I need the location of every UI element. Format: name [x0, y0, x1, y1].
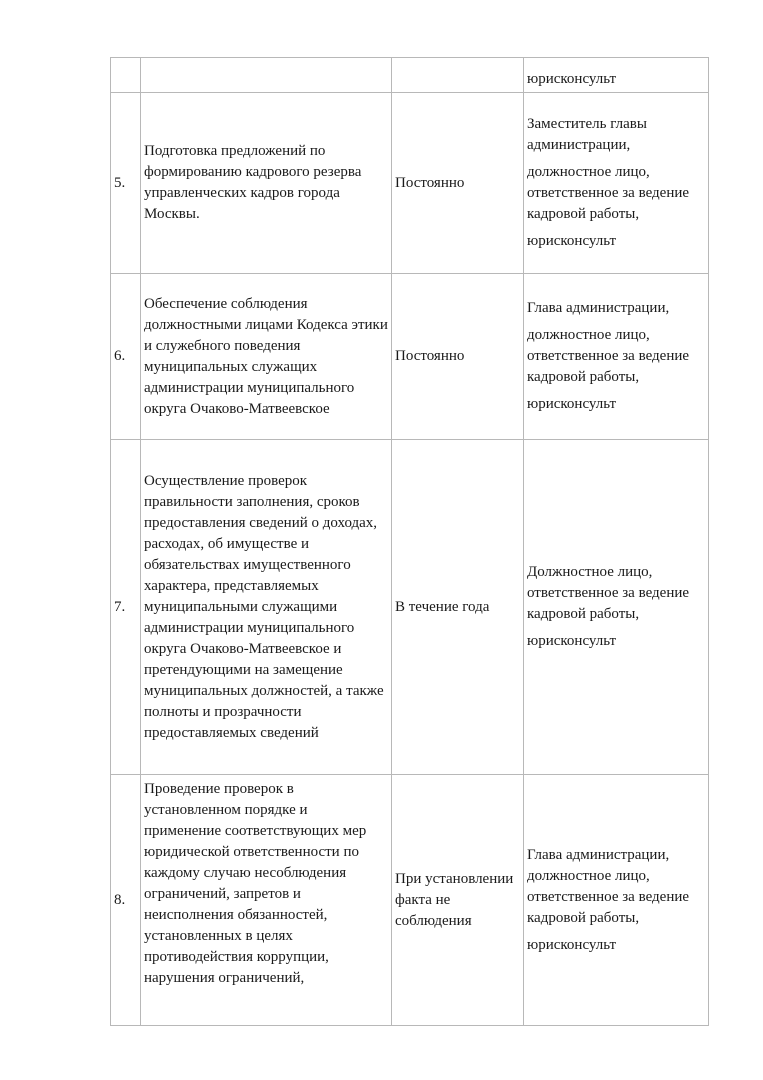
row-number: 8.: [111, 775, 141, 1026]
term-cell: В течение года: [392, 440, 524, 775]
responsible-line: юрисконсульт: [527, 233, 617, 249]
table-row: [111, 274, 709, 440]
responsible-line: Должностное лицо, ответственное за ведение кадровой работы,: [527, 564, 690, 622]
anticorruption-plan-table: [110, 57, 709, 1026]
responsible-line: юрисконсульт: [527, 71, 617, 87]
responsible-cell: [524, 775, 709, 1026]
responsible-cell: [524, 93, 709, 274]
responsible-line: юрисконсульт: [527, 936, 617, 953]
table-row: [111, 440, 709, 775]
table-row: [111, 775, 709, 1026]
row-number: [111, 58, 141, 93]
row-number: 5.: [111, 93, 141, 274]
responsible-line: должностное лицо, ответственное за ведение кадровой работы,: [527, 327, 690, 385]
activity-cell: Осуществление проверок правильности заполнения, сроков предоставления сведений о доходах, расходах, об имуществе и обязательствах имущественного характера, представляемых муниципальными служащими администрации муниципального округа Очаково-Матвеевское и претендующими на замещение муниципальных должностей, а также полноты и прозрачности предоставляемых сведений: [141, 440, 392, 775]
term-cell: Постоянно: [392, 274, 524, 440]
responsible-line: Глава администрации, должностное лицо, ответственное за ведение кадровой работы,: [527, 846, 690, 926]
row-number: 7.: [111, 440, 141, 775]
responsible-line: Заместитель главы администрации,: [527, 116, 647, 153]
activity-cell: Обеспечение соблюдения должностными лицами Кодекса этики и служебного поведения муниципальных служащих администрации муниципального округа Очаково-Матвеевское: [141, 274, 392, 440]
activity-cell: Подготовка предложений по формированию кадрового резерва управленческих кадров города Москвы.: [141, 93, 392, 274]
responsible-line: юрисконсульт: [527, 396, 617, 412]
table-row: [111, 93, 709, 274]
responsible-cell: [524, 440, 709, 775]
responsible-cell: [524, 274, 709, 440]
activity-cell: [141, 58, 392, 93]
responsible-line: Глава администрации,: [527, 300, 670, 316]
responsible-line: юрисконсульт: [527, 633, 617, 649]
term-cell: Постоянно: [392, 93, 524, 274]
activity-cell: Проведение проверок в установленном порядке и применение соответствующих мер юридической ответственности по каждому случаю несоблюдения ограничений, запретов и неисполнения обязанностей, установленных в целях противодействия коррупции, нарушения ограничений,: [141, 775, 392, 1026]
term-cell: При установлении факта не соблюдения: [392, 775, 524, 1026]
responsible-line: должностное лицо, ответственное за ведение кадровой работы,: [527, 164, 690, 222]
row-number: 6.: [111, 274, 141, 440]
responsible-cell: [524, 58, 709, 93]
term-cell: [392, 58, 524, 93]
table-row: [111, 58, 709, 93]
